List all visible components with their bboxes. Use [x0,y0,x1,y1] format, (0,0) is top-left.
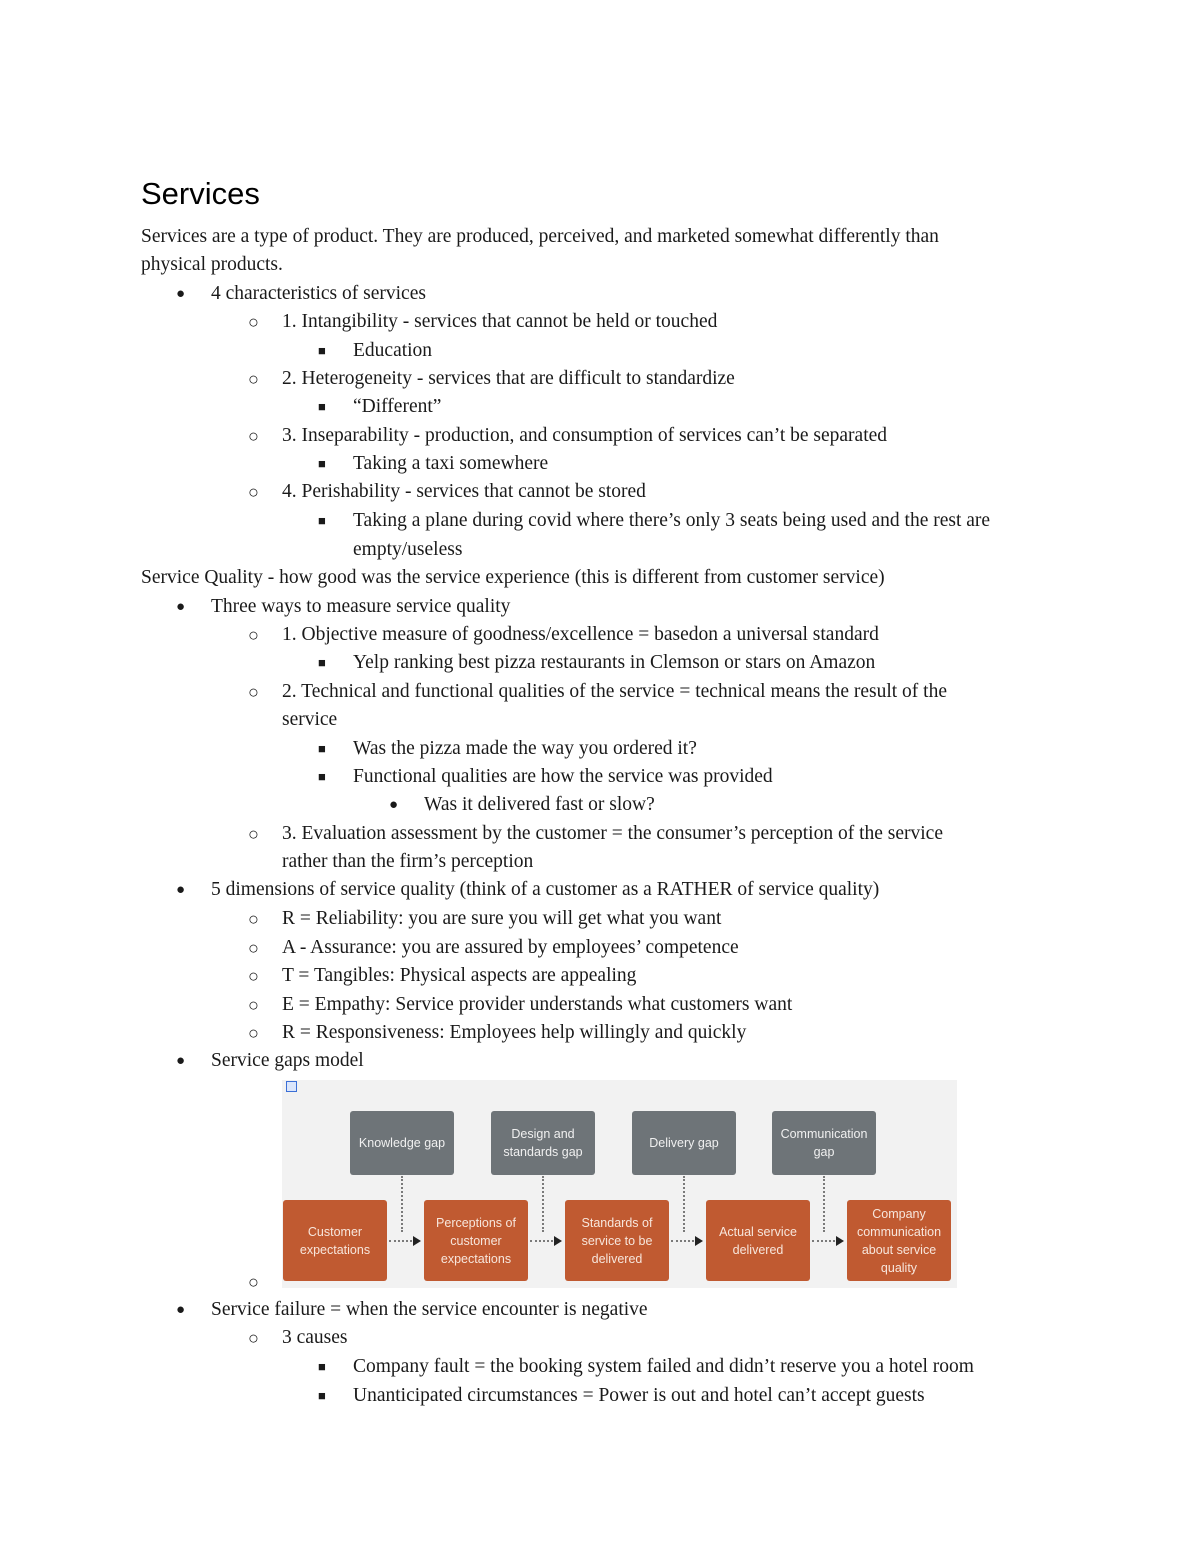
characteristic-1-example: Education [353,340,433,361]
dimension-empathy: E = Empathy: Service provider understands what customers want [282,994,793,1015]
failure-definition: Service failure = when the service encounter is negative [211,1299,648,1320]
bullet-square: ■ [318,769,326,784]
measure-heading: Three ways to measure service quality [211,596,511,617]
bullet-circle: ○ [248,995,259,1015]
intro-line-2: physical products. [141,254,283,275]
step-connector [812,1240,839,1242]
bullet-square: ■ [318,343,326,358]
bullet-circle: ○ [248,909,259,929]
step-company-communication: Company communication about service quality [847,1200,951,1281]
cause-company-fault: Company fault = the booking system failed and didn’t reserve you a hotel room [353,1356,974,1377]
bullet-square: ■ [318,1359,326,1374]
gap-connector [401,1176,403,1232]
measure-1-example: Yelp ranking best pizza restaurants in Clemson or stars on Amazon [353,652,876,673]
characteristic-3-example: Taking a taxi somewhere [353,453,549,474]
intro-line-1: Services are a type of product. They are produced, perceived, and marketed somewhat differently than [141,226,939,247]
bullet-circle: ○ [248,966,259,986]
gap-design-standards: Design and standards gap [491,1111,595,1175]
bullet-disc: ● [176,1302,186,1318]
bullet-circle: ○ [248,682,259,702]
measure-3: 3. Evaluation assessment by the customer = the consumer’s perception of the service [282,823,943,844]
characteristic-4-example-cont: empty/useless [353,539,463,560]
characteristic-1: 1. Intangibility - services that cannot be held or touched [282,311,718,332]
bullet-circle: ○ [248,482,259,502]
characteristic-4-example: Taking a plane during covid where there’s only 3 seats being used and the rest are [353,510,991,531]
bullet-disc: ● [176,286,186,302]
gaps-heading: Service gaps model [211,1050,364,1071]
bullet-circle: ○ [248,426,259,446]
step-customer-expectations: Customer expectations [283,1200,387,1281]
quality-definition: Service Quality - how good was the service experience (this is different from customer service) [141,567,885,588]
characteristics-heading: 4 characteristics of services [211,283,426,304]
step-actual-service: Actual service delivered [706,1200,810,1281]
step-connector [389,1240,416,1242]
gap-connector [542,1176,544,1232]
measure-2: 2. Technical and functional qualities of the service = technical means the result of the [282,681,947,702]
measure-2-example-2-sub: Was it delivered fast or slow? [424,794,655,815]
dimensions-heading: 5 dimensions of service quality (think of a customer as a RATHER of service quality) [211,879,880,900]
bullet-circle: ○ [248,1272,259,1292]
dimension-assurance: A - Assurance: you are assured by employees’ competence [282,937,739,958]
bullet-circle: ○ [248,312,259,332]
arrow-right-icon [695,1236,703,1246]
characteristic-3: 3. Inseparability - production, and consumption of services can’t be separated [282,425,888,446]
bullet-square: ■ [318,655,326,670]
arrow-right-icon [413,1236,421,1246]
gap-knowledge: Knowledge gap [350,1111,454,1175]
causes-heading: 3 causes [282,1327,348,1348]
bullet-circle: ○ [248,1328,259,1348]
dimension-tangibles: T = Tangibles: Physical aspects are appealing [282,965,637,986]
measure-1: 1. Objective measure of goodness/excellence = basedon a universal standard [282,624,879,645]
measure-2-example-2: Functional qualities are how the service was provided [353,766,773,787]
bullet-square: ■ [318,513,326,528]
bullet-square: ■ [318,456,326,471]
arrow-right-icon [836,1236,844,1246]
dimension-responsiveness: R = Responsiveness: Employees help willingly and quickly [282,1022,747,1043]
step-connector [530,1240,557,1242]
bullet-circle: ○ [248,369,259,389]
measure-2-example-1: Was the pizza made the way you ordered it? [353,738,697,759]
bullet-circle: ○ [248,1023,259,1043]
bullet-circle: ○ [248,824,259,844]
characteristic-2-example: “Different” [353,396,442,417]
bullet-disc: ● [176,882,186,898]
arrow-right-icon [554,1236,562,1246]
gap-connector [683,1176,685,1232]
gap-delivery: Delivery gap [632,1111,736,1175]
bullet-square: ■ [318,399,326,414]
bullet-circle: ○ [248,625,259,645]
gap-connector [823,1176,825,1232]
bullet-square: ■ [318,741,326,756]
bullet-disc: ● [176,1053,186,1069]
bullet-square: ■ [318,1388,326,1403]
gap-communication: Communication gap [772,1111,876,1175]
bullet-circle: ○ [248,938,259,958]
step-connector [671,1240,698,1242]
bullet-disc: ● [176,599,186,615]
measure-3-cont: rather than the firm’s perception [282,851,534,872]
bullet-disc: ● [389,797,399,813]
measure-2-cont: service [282,709,338,730]
characteristic-2: 2. Heterogeneity - services that are difficult to standardize [282,368,735,389]
characteristic-4: 4. Perishability - services that cannot be stored [282,481,646,502]
step-perceptions: Perceptions of customer expectations [424,1200,528,1281]
step-standards: Standards of service to be delivered [565,1200,669,1281]
image-anchor-icon [286,1081,297,1092]
cause-unanticipated: Unanticipated circumstances = Power is out and hotel can’t accept guests [353,1385,925,1406]
dimension-reliability: R = Reliability: you are sure you will get what you want [282,908,722,929]
page-title: Services [141,176,260,211]
